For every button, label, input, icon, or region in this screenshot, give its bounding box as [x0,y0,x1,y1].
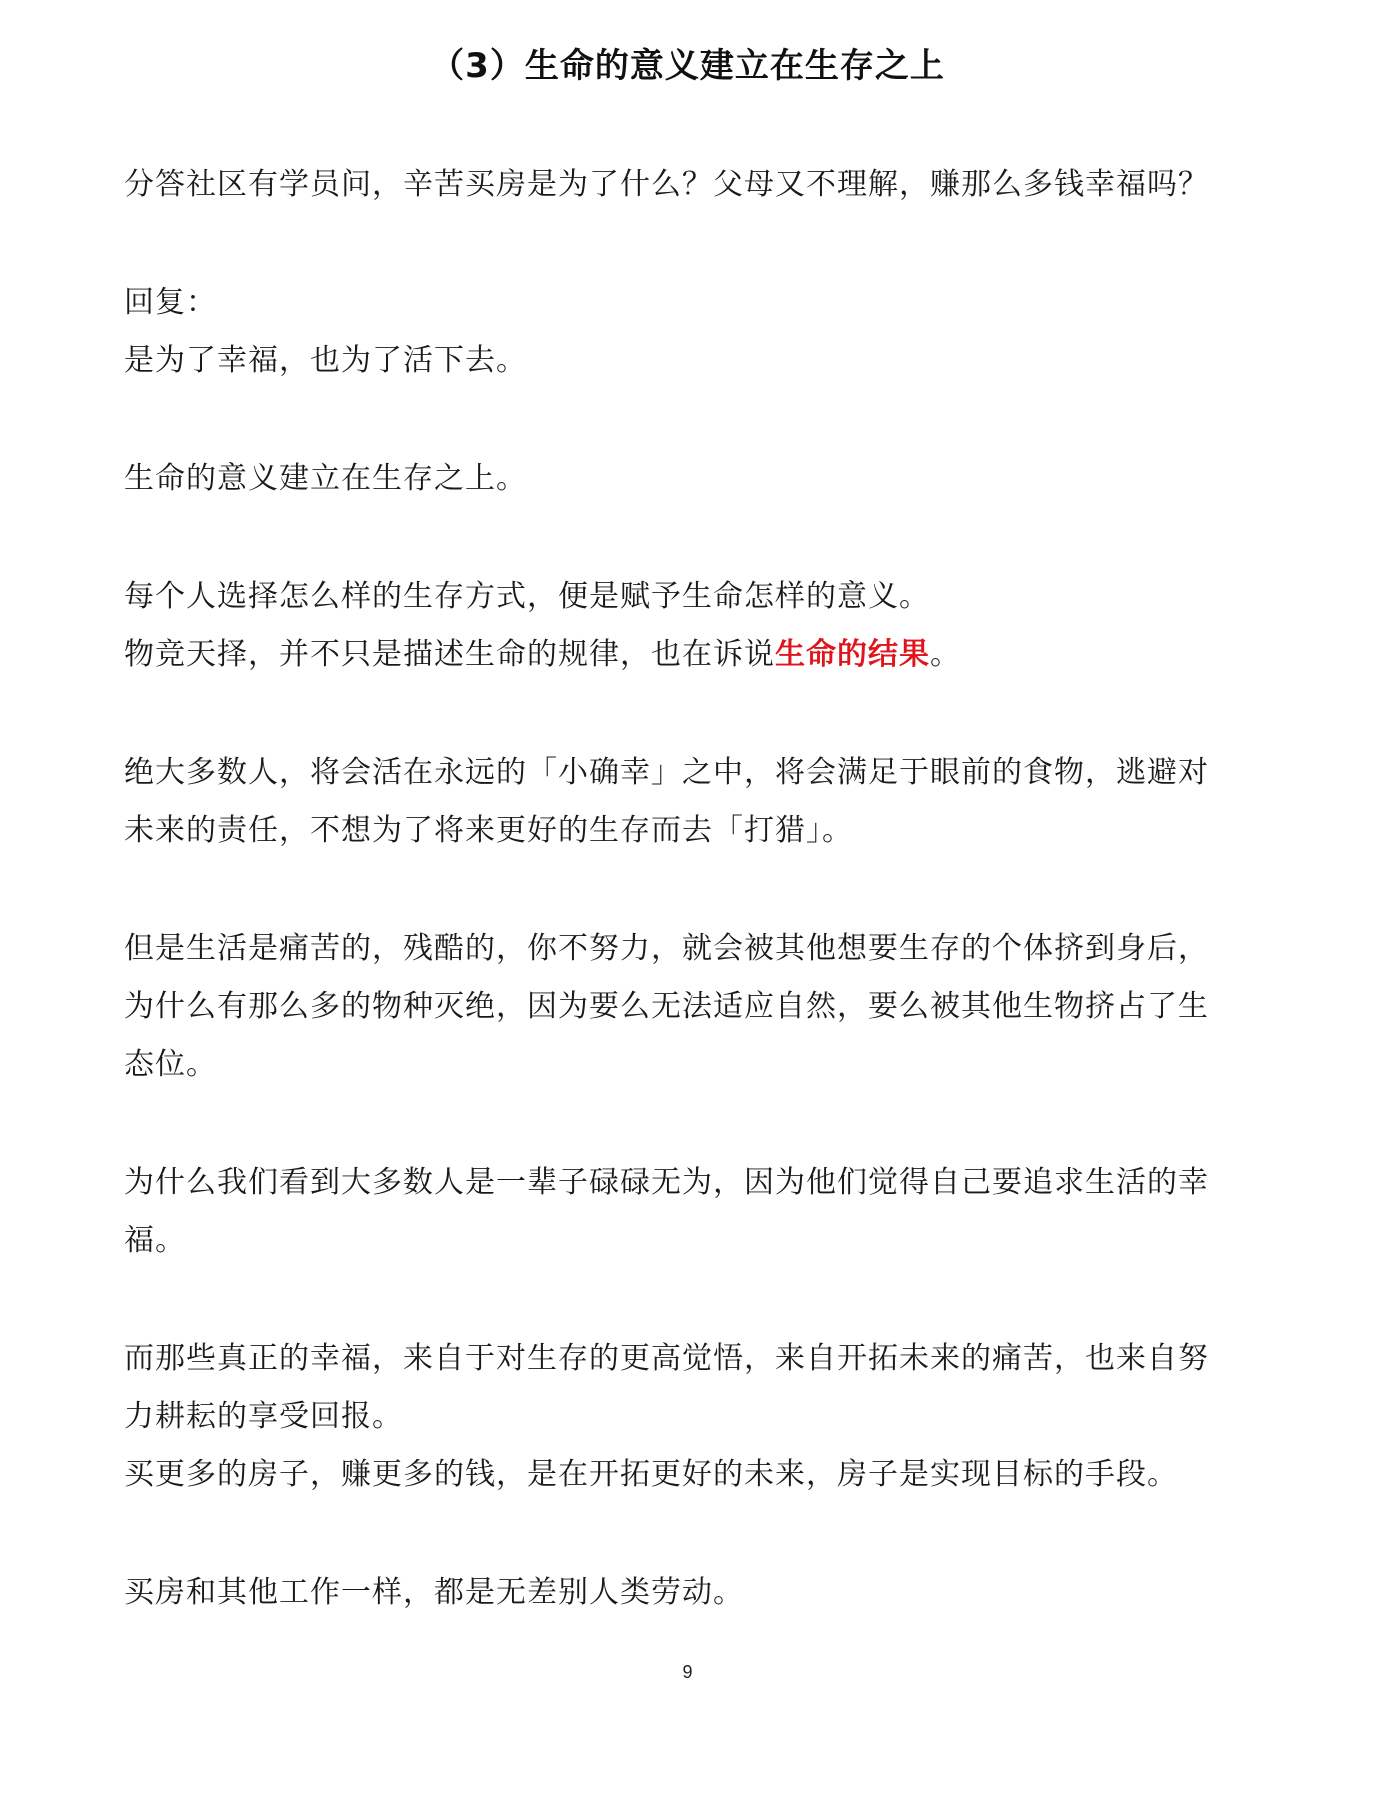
highlighted-text: 生命的结果 [775,637,930,672]
text-line: 是为了幸福，也为了活下去。 [124,343,527,378]
paragraph-meaning [124,450,1254,508]
text-line: 为什么有那么多的物种灭绝，因为要么无法适应自然，要么被其他生物挤占了生 [124,989,1209,1024]
text-line: 分答社区有学员问，辛苦买房是为了什么？父母又不理解，赚那么多钱幸福吗？ [124,167,1209,202]
page-number: 9 [682,1662,693,1682]
text-line: 每个人选择怎么样的生存方式，便是赋予生命怎样的意义。 [124,579,930,614]
text-line: 而那些真正的幸福，来自于对生存的更高觉悟，来自开拓未来的痛苦，也来自努 [124,1341,1209,1376]
paragraph-survival-choice [124,568,1254,684]
text-line: 态位。 [124,1047,217,1082]
paragraph-life-is-hard [124,920,1254,1094]
paragraph-true-happiness [124,1330,1254,1504]
paragraph-question [124,156,1254,214]
body-text [124,156,1254,1682]
text-line: 回复： [124,285,217,320]
text-segment: 。 [930,637,961,672]
text-line-with-highlight [124,626,1254,684]
text-line: 福。 [124,1223,186,1258]
paragraph-small-happiness [124,744,1254,860]
text-line: 未来的责任，不想为了将来更好的生存而去「打猎」。 [124,813,853,848]
text-line: 但是生活是痛苦的，残酷的，你不努力，就会被其他想要生存的个体挤到身后， [124,931,1209,966]
paragraph-reply [124,274,1254,390]
text-line: 买更多的房子，赚更多的钱，是在开拓更好的未来，房子是实现目标的手段。 [124,1457,1178,1492]
text-line: 绝大多数人，将会活在永远的「小确幸」之中，将会满足于眼前的食物，逃避对 [124,755,1209,790]
text-line: 买房和其他工作一样，都是无差别人类劳动。 [124,1575,744,1610]
text-line: 为什么我们看到大多数人是一辈子碌碌无为，因为他们觉得自己要追求生活的幸 [124,1165,1209,1200]
paragraph-labor [124,1564,1254,1622]
paragraph-mediocrity [124,1154,1254,1270]
page-title: （3）生命的意义建立在生存之上 [430,46,945,86]
text-segment: 物竞天择，并不只是描述生命的规律，也在诉说 [124,637,775,672]
text-line: 生命的意义建立在生存之上。 [124,461,527,496]
text-line: 力耕耘的享受回报。 [124,1399,403,1434]
